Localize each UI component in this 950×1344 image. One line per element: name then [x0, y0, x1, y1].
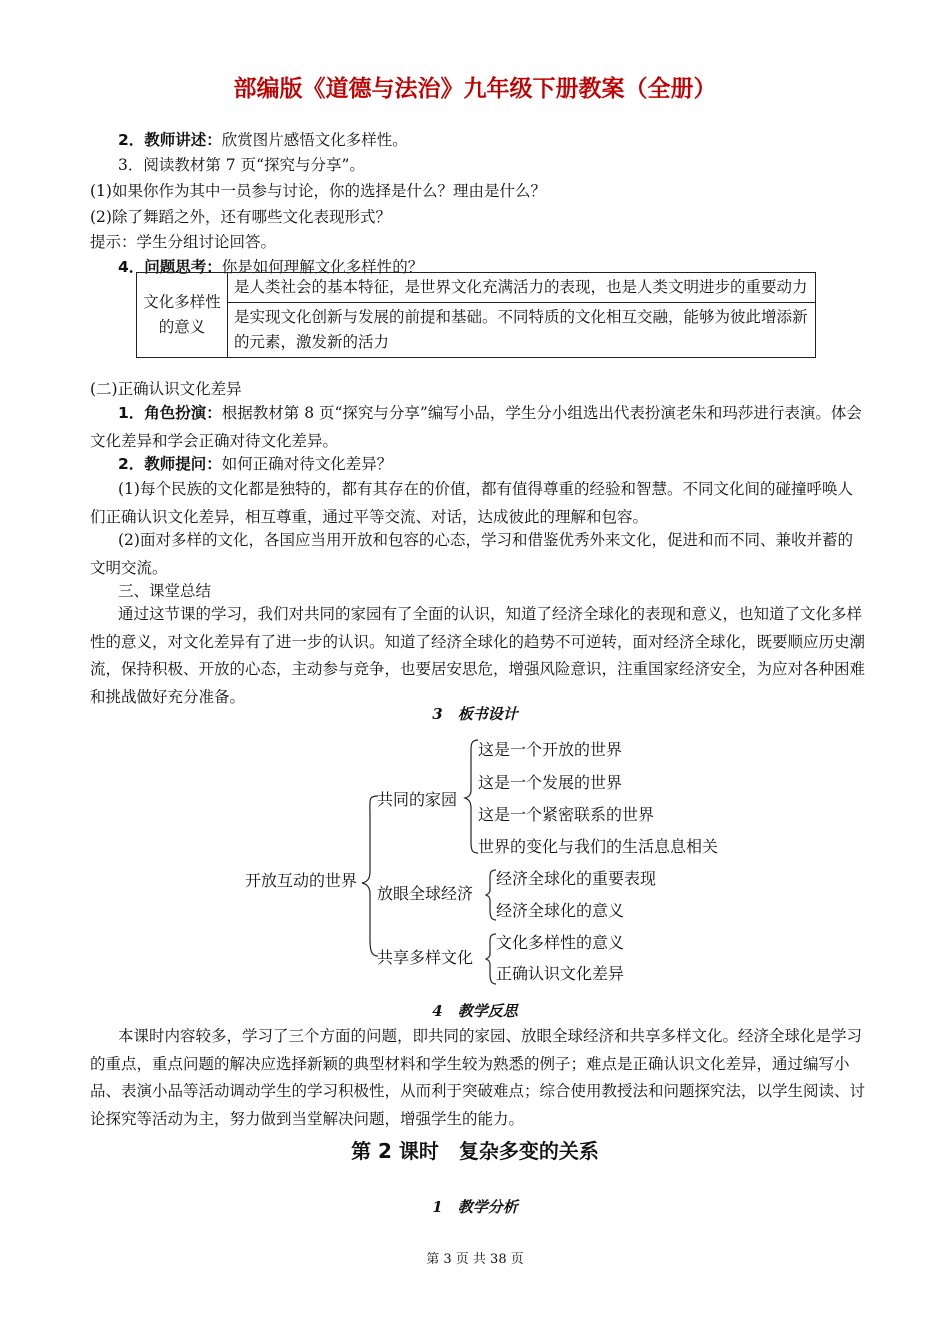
root-brace	[362, 796, 378, 956]
page-footer: 第 3 页 共 38 页	[426, 1252, 524, 1267]
leaf-item: 文化多样性的意义	[496, 933, 625, 952]
branch-label-diverse-culture: 共享多样文化	[377, 948, 474, 967]
text-question-thinking: 你是如何理解文化多样性的？	[221, 258, 424, 276]
question-2: (2)除了舞蹈之外，还有哪些文化表现形式？	[90, 208, 391, 226]
reflection-paragraph	[90, 1023, 865, 1133]
leaf-item: 这是一个紧密联系的世界	[478, 805, 655, 824]
table-cell: 是人类社会的基本特征，是世界文化充满活力的表现，也是人类文明进步的重要动力	[228, 273, 816, 303]
reflection-text: 本课时内容较多，学习了三个方面的问题，即共同的家园、放眼全球经济和共享多样文化。经济全球化是学习的重点，重点问题的解决应选择新颖的典型材料和学生较为熟悉的例子；难点是正确认识文化差异，通过编写小品、表演小品等活动调动学生的学习积极性，从而利于突破难点；综合使用教授法和问题探究法，以学生阅读、讨论探究等活动为主，努力做到当堂解决问题，增强学生的能力。	[90, 1027, 866, 1128]
answer-2-text: (2)面对多样的文化，各国应当用开放和包容的心态，学习和借鉴优秀外来文化，促进和而不同、兼收并蓄的文明交流。	[90, 531, 853, 577]
label-question-thinking: 4．问题思考：	[118, 258, 222, 276]
leaf-item: 正确认识文化差异	[496, 964, 625, 983]
text-role-play: 根据教材第 8 页“探究与分享”编写小品，学生分小组选出代表扮演老朱和玛莎进行表演。体会文化差异和学会正确对待文化差异。	[90, 404, 862, 450]
question-1: (1)如果你作为其中一员参与讨论，你的选择是什么？理由是什么？	[90, 182, 546, 200]
hint-line: 提示：学生分组讨论回答。	[90, 233, 277, 251]
table-header-cell: 文化多样性的意义	[137, 273, 228, 358]
reflection-heading: 4 教学反思	[432, 1002, 518, 1020]
mindmap-root: 开放互动的世界	[245, 871, 358, 890]
branch-label-global-economy: 放眼全球经济	[377, 884, 474, 903]
lesson-title: 第 2 课时 复杂多变的关系	[351, 1139, 599, 1163]
leaf-item: 世界的变化与我们的生活息息相关	[478, 837, 719, 856]
table-cell: 是实现文化创新与发展的前提和基础。不同特质的文化相互交融，能够为彼此增添新的元素，激发新的活力	[228, 303, 816, 358]
leaf-item: 这是一个发展的世界	[478, 773, 623, 792]
summary-heading: 三、课堂总结	[118, 582, 212, 600]
branch-brace	[486, 934, 496, 984]
branch-brace	[465, 740, 478, 853]
label-teacher-narration: 2．教师讲述：	[118, 131, 222, 149]
label-role-play: 1．角色扮演：	[118, 404, 222, 422]
leaf-item: 经济全球化的意义	[496, 901, 625, 920]
branch-brace	[486, 870, 496, 920]
leaf-item: 这是一个开放的世界	[478, 740, 623, 759]
branch-label-common-home: 共同的家园	[377, 790, 458, 809]
answer-1-text: (1)每个民族的文化都是独特的，都有其存在的价值，都有值得尊重的经验和智慧。不同文化间的碰撞呼唤人们正确认识文化差异，相互尊重，通过平等交流、对话，达成彼此的理解和包容。	[90, 480, 853, 526]
analysis-heading: 1 教学分析	[432, 1198, 518, 1216]
text-line: 3．阅读教材第 7 页“探究与分享”。	[118, 156, 365, 174]
label-teacher-question: 2．教师提问：	[118, 455, 222, 473]
leaf-item: 经济全球化的重要表现	[496, 869, 657, 888]
section-heading: (二)正确认识文化差异	[90, 380, 242, 398]
document-title: 部编版《道德与法治》九年级下册教案（全册）	[233, 76, 717, 102]
text-teacher-question: 如何正确对待文化差异？	[221, 455, 393, 473]
board-design-heading: 3 板书设计	[432, 705, 518, 723]
summary-text: 通过这节课的学习，我们对共同的家园有了全面的认识，知道了经济全球化的表现和意义，也知道了文化多样性的意义，对文化差异有了进一步的认识。知道了经济全球化的趋势不可逆转，面对经济全球化，既要顺应历史潮流，保持积极、开放的心态，主动参与竞争，也要居安思危，增强风险意识，注重国家经济安全，为应对各种困难和挑战做好充分准备。	[90, 605, 866, 706]
text-teacher-narration: 欣赏图片感悟文化多样性。	[221, 131, 408, 149]
